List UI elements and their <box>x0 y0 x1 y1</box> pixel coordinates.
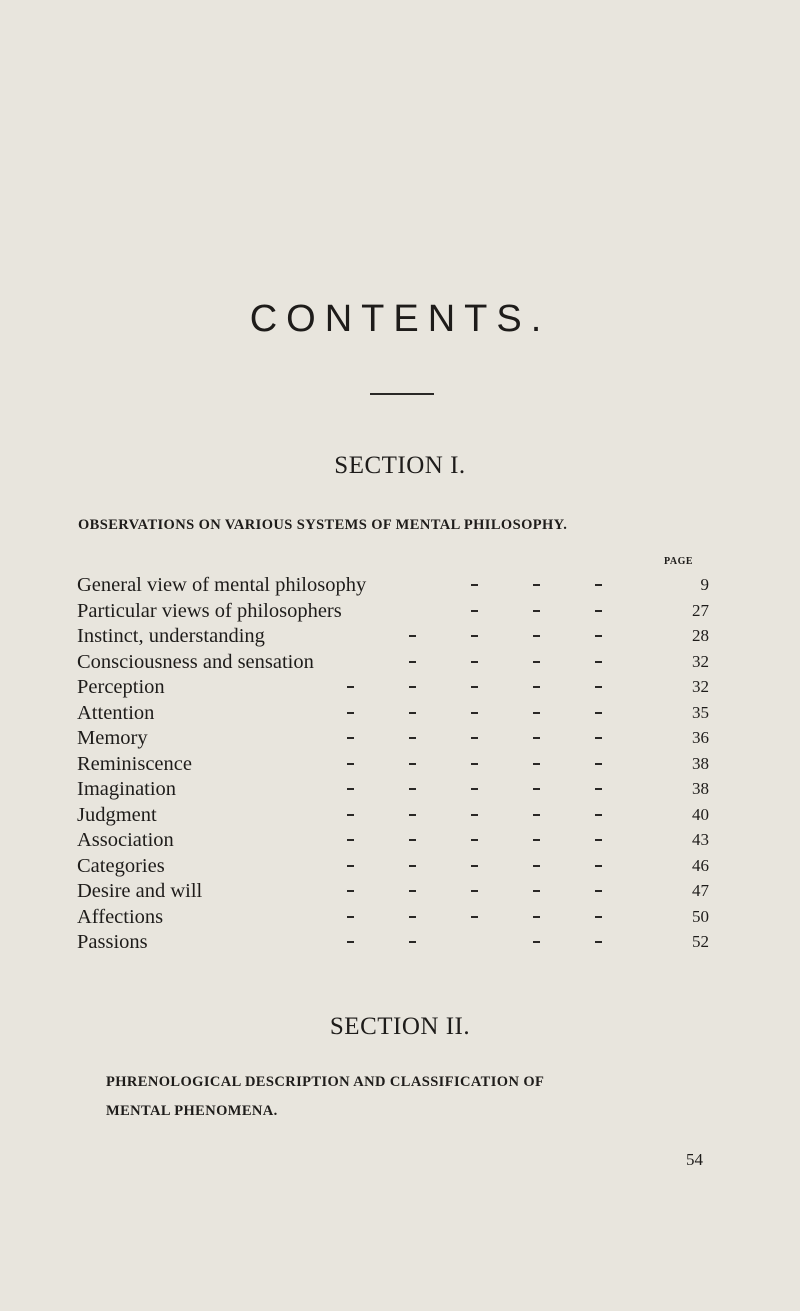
leader-dash <box>595 814 602 816</box>
leader-dash <box>409 737 416 739</box>
toc-entry-page-number: 38 <box>692 779 709 798</box>
leader-dash <box>409 839 416 841</box>
toc-entry-page-number: 43 <box>692 830 709 849</box>
leader-dash <box>471 916 478 918</box>
leader-dash <box>595 610 602 612</box>
toc-entry <box>77 725 709 751</box>
leader-dash <box>533 737 540 739</box>
leader-dash <box>533 610 540 612</box>
leader-dash <box>595 584 602 586</box>
heading-rule <box>370 393 434 395</box>
leader-dash <box>595 635 602 637</box>
toc-entry-page-number: 32 <box>692 677 709 696</box>
toc-entry <box>77 827 709 853</box>
leader-dash <box>471 763 478 765</box>
toc-entry-title: General view of mental philosophy <box>77 574 367 596</box>
leader-dash <box>471 814 478 816</box>
leader-dash <box>533 763 540 765</box>
leader-dash <box>409 686 416 688</box>
toc-entry-title: Passions <box>77 931 148 953</box>
leader-dash <box>347 814 354 816</box>
toc-entry-title: Instinct, understanding <box>77 625 265 647</box>
leader-dash <box>471 737 478 739</box>
leader-dash <box>347 865 354 867</box>
leader-dash <box>533 941 540 943</box>
leader-dash <box>533 712 540 714</box>
section-2-title: SECTION II. <box>329 1013 471 1040</box>
toc-entry <box>77 700 709 726</box>
leader-dash <box>409 941 416 943</box>
leader-dash <box>595 712 602 714</box>
leader-dash <box>409 788 416 790</box>
toc-entry-page-number: 47 <box>692 881 709 900</box>
leader-dash <box>347 763 354 765</box>
leader-dash <box>471 635 478 637</box>
toc-entry-title: Judgment <box>77 803 157 826</box>
leader-dash <box>533 814 540 816</box>
section-2-subtitle-line1: PHRENOLOGICAL DESCRIPTION AND CLASSIFICATION OF <box>106 1074 545 1090</box>
leader-dash <box>533 661 540 663</box>
section-2-subtitle-line2: MENTAL PHENOMENA. <box>106 1103 278 1119</box>
toc-entry-page-number: 35 <box>692 702 709 722</box>
toc-entry-title: Particular views of philosophers <box>77 599 342 622</box>
leader-dash <box>533 890 540 892</box>
leader-dash <box>595 763 602 765</box>
toc-entry-page-number: 28 <box>692 626 709 645</box>
toc-entry <box>77 929 709 955</box>
toc-entry-title: Categories <box>77 854 165 877</box>
toc-entry-page-number: 27 <box>692 600 709 620</box>
leader-dash <box>409 712 416 714</box>
leader-dash <box>347 788 354 790</box>
toc-entry <box>77 802 709 828</box>
toc-entry <box>77 853 709 879</box>
section-1-title: SECTION I. <box>334 452 466 479</box>
leader-dash <box>471 839 478 841</box>
leader-dash <box>409 916 416 918</box>
leader-dash <box>347 737 354 739</box>
leader-dash <box>409 865 416 867</box>
leader-dash <box>347 916 354 918</box>
toc-entry <box>77 751 709 777</box>
leader-dash <box>533 865 540 867</box>
leader-dash <box>347 890 354 892</box>
leader-dash <box>595 788 602 790</box>
toc-entry-page-number: 40 <box>692 804 709 824</box>
toc-entry <box>77 674 709 700</box>
leader-dash <box>595 737 602 739</box>
leader-dash <box>471 712 478 714</box>
leader-dash <box>595 865 602 867</box>
leader-dash <box>347 839 354 841</box>
leader-dash <box>409 890 416 892</box>
toc-entry-page-number: 9 <box>700 575 709 594</box>
page-heading: CONTENTS. <box>249 298 551 340</box>
toc-entry <box>77 572 709 598</box>
toc-entry <box>77 878 709 904</box>
toc-entry-title: Attention <box>77 701 155 724</box>
leader-dash <box>471 686 478 688</box>
leader-dash <box>347 712 354 714</box>
toc-entry-page-number: 50 <box>692 906 709 926</box>
section-2-page-number: 54 <box>686 1150 703 1169</box>
leader-dash <box>533 584 540 586</box>
toc-entry <box>77 598 709 624</box>
toc-entry-title: Affections <box>77 905 164 928</box>
toc-entry-title: Imagination <box>77 778 177 800</box>
leader-dash <box>409 814 416 816</box>
leader-dash <box>533 916 540 918</box>
toc-entry <box>77 776 709 802</box>
toc-entry <box>77 649 709 675</box>
leader-dash <box>533 686 540 688</box>
leader-dash <box>471 584 478 586</box>
leader-dash <box>471 865 478 867</box>
toc-entry-title: Consciousness and sensation <box>77 650 314 673</box>
leader-dash <box>595 661 602 663</box>
leader-dash <box>347 941 354 943</box>
leader-dash <box>471 788 478 790</box>
leader-dash <box>595 839 602 841</box>
leader-dash <box>471 610 478 612</box>
toc-entry-title: Memory <box>77 727 148 749</box>
page-column-label: PAGE <box>664 556 694 567</box>
leader-dash <box>595 916 602 918</box>
toc-entry-title: Reminiscence <box>77 752 192 775</box>
leader-dash <box>409 635 416 637</box>
leader-dash <box>471 661 478 663</box>
toc-entry-page-number: 36 <box>692 728 709 747</box>
toc-entry-page-number: 46 <box>692 855 709 875</box>
leader-dash <box>471 890 478 892</box>
leader-dash <box>347 686 354 688</box>
toc-entry-page-number: 38 <box>692 753 709 773</box>
toc-entry-title: Association <box>77 829 174 851</box>
toc-entry <box>77 904 709 930</box>
leader-dash <box>533 788 540 790</box>
leader-dash <box>595 686 602 688</box>
leader-dash <box>409 661 416 663</box>
toc-entry-page-number: 32 <box>692 651 709 671</box>
toc-entry-title: Desire and will <box>77 880 203 902</box>
leader-dash <box>533 839 540 841</box>
toc-entry-page-number: 52 <box>692 932 709 951</box>
toc-entry <box>77 623 709 649</box>
leader-dash <box>409 763 416 765</box>
leader-dash <box>595 890 602 892</box>
section-1-subtitle: OBSERVATIONS ON VARIOUS SYSTEMS OF MENTAL PHILOSOPHY. <box>78 517 568 533</box>
toc-entry-title: Perception <box>77 676 165 698</box>
leader-dash <box>595 941 602 943</box>
leader-dash <box>533 635 540 637</box>
